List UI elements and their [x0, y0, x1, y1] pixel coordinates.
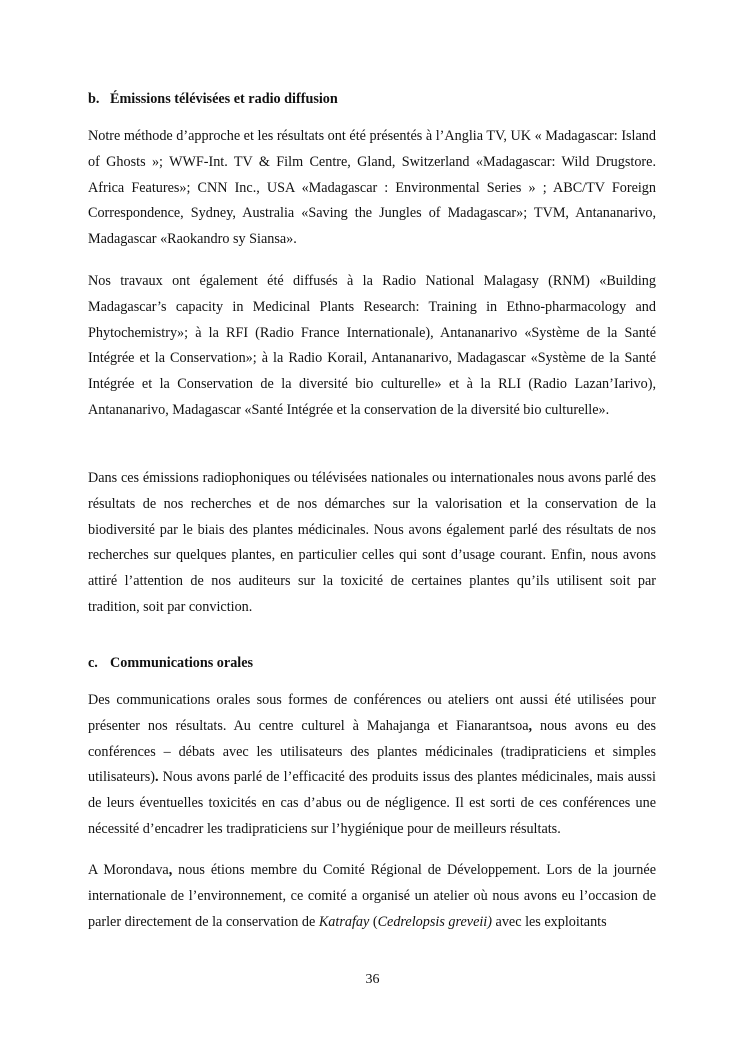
- section-c-p2-paren: (: [369, 913, 378, 930]
- section-c-p1-part-b: nous avons eu des conférences – débats avec les utilisateurs des plantes médicinales (tradipraticiens et simples utilisateurs): [88, 717, 656, 786]
- section-c-p2-comma: ,: [168, 862, 173, 878]
- section-c-p1-part-a: Des communications orales sous formes de conférences ou ateliers ont aussi été utilisées pour présenter nos résultats. Au centre culturel à Mahajanga et Fianarantsoa: [88, 692, 656, 734]
- section-b-paragraph-3: Dans ces émissions radiophoniques ou télévisées nationales ou internationales nous avons parlé des résultats de nos recherches et de nos démarches sur la valorisation et la conservation de la biodiversité par le biais des plantes médicinales. Nous avons également parlé des résultats de nos recherches sur quelques plantes, en particulier celles qui sont d’usage courant. Enfin, nous avons attiré l’attention de nos auditeurs sur la toxicité de certaines plantes qu’ils utilisent soit par tradition, soit par conviction.: [88, 470, 656, 615]
- section-c-p2-part-a: A Morondava: [88, 862, 169, 878]
- section-c-paragraph-2: [88, 858, 656, 935]
- section-c-p1-part-c: Nous avons parlé de l’efficacité des produits issus des plantes médicinales, mais aussi de leurs éventuelles toxicités en cas d’abus ou de négligence. Il est sorti de ces conférences une nécessité d’encadrer les tradipraticiens sur l’hygiénique pour de meilleurs résultats.: [88, 769, 656, 837]
- katrafay-term: Katrafay: [318, 913, 370, 930]
- section-b-title: Émissions télévisées et radio diffusion: [110, 91, 338, 107]
- section-b-paragraph-2: Nos travaux ont également été diffusés à la Radio National Malagasy (RNM) «Building Madagascar’s capacity in Medicinal Plants Research: Training in Ethno-pharmacology and Phytochemistry»; à la RFI (Radio France Internationale), Antananarivo «Système de la Santé Intégrée et la Conservation»; à la Radio Korail, Antananarivo, Madagascar «Système de la Santé Intégrée et la Conservation de la diversité bio culturelle» et à la RLI (Radio Lazan’Iarivo), Antananarivo, Madagascar «Santé Intégrée et la conservation de la diversité bio culturelle».: [88, 273, 656, 418]
- section-c-title: Communications orales: [110, 655, 254, 671]
- section-c-p1-dot: .: [154, 769, 159, 786]
- section-c-letter: c.: [88, 655, 98, 671]
- section-c-p1-comma: ,: [528, 717, 533, 734]
- section-c-p2-part-c: avec les exploitants: [491, 913, 607, 930]
- section-b-paragraph-1: Notre méthode d’approche et les résultats ont été présentés à l’Anglia TV, UK « Madagascar: Island of Ghosts »; WWF-Int. TV & Film Centre, Gland, Switzerland «Madagascar: Wild Drugstore. Africa Features»; CNN Inc., USA «Madagascar : Environmental Series » ; ABC/TV Foreign Correspondence, Sydney, Australia «Saving the Jungles of Madagascar»; TVM, Antananarivo, Madagascar «Raokandro sy Siansa».: [88, 128, 656, 248]
- section-c-paragraph-1: [88, 688, 656, 843]
- section-b-heading: [88, 91, 338, 108]
- section-c-p2-part-b: nous étions membre du Comité Régional de Développement. Lors de la journée internationale de l’environnement, ce comité a organisé un atelier où nous avons eu l’occasion de parler directement de la conservation de: [88, 862, 656, 930]
- section-b-letter: b.: [88, 91, 100, 107]
- page-number: 36: [365, 972, 380, 987]
- species-name: Cedrelopsis greveii): [377, 913, 492, 930]
- section-c-heading: [88, 655, 253, 672]
